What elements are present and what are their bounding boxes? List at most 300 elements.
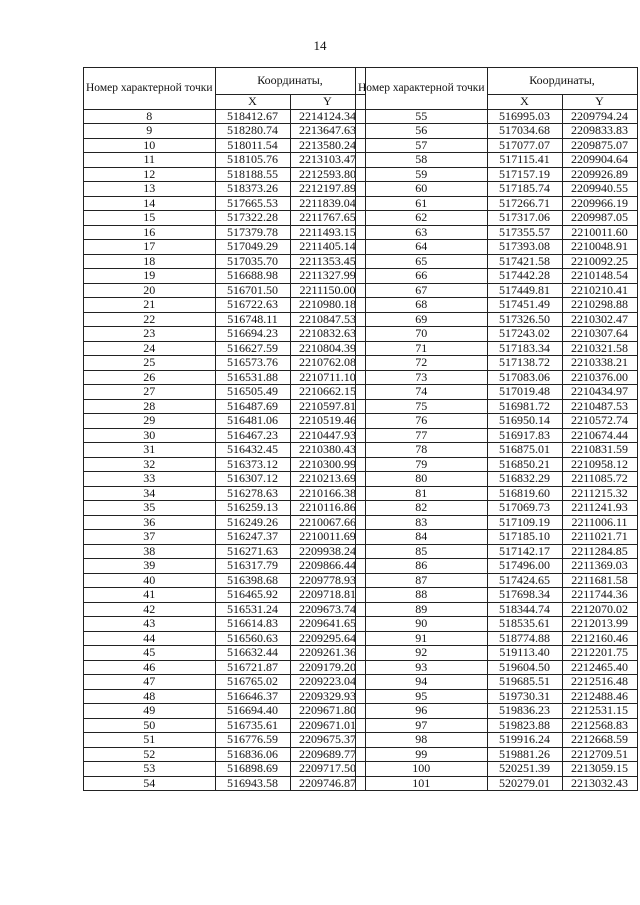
x-coordinate-cell: 516531.88: [215, 370, 290, 385]
y-coordinate-cell: 2212593.80: [290, 167, 365, 182]
y-coordinate-cell: 2211839.04: [290, 196, 365, 211]
point-number-cell: 57: [356, 138, 488, 153]
point-number-cell: 48: [84, 689, 216, 704]
point-number-cell: 45: [84, 646, 216, 661]
y-coordinate-cell: 2210804.39: [290, 341, 365, 356]
point-number-cell: 79: [356, 457, 488, 472]
y-coordinate-cell: 2212197.89: [290, 182, 365, 197]
table-row: [84, 428, 366, 443]
point-number-cell: 93: [356, 660, 488, 675]
point-number-cell: 86: [356, 559, 488, 574]
y-coordinate-cell: 2209675.37: [290, 733, 365, 748]
point-number-cell: 11: [84, 153, 216, 168]
x-coordinate-cell: 519916.24: [487, 733, 562, 748]
table-row: [356, 486, 638, 501]
y-coordinate-cell: 2211767.65: [290, 211, 365, 226]
table-row: [84, 573, 366, 588]
point-number-cell: 74: [356, 385, 488, 400]
x-coordinate-cell: 517083.06: [487, 370, 562, 385]
coordinates-body-left: [84, 109, 366, 791]
x-coordinate-cell: 517496.00: [487, 559, 562, 574]
table-row: [356, 747, 638, 762]
x-coordinate-cell: 516694.40: [215, 704, 290, 719]
x-coordinate-cell: 516481.06: [215, 414, 290, 429]
y-coordinate-cell: 2211327.99: [290, 269, 365, 284]
x-header: X: [487, 95, 562, 110]
table-row: [356, 660, 638, 675]
point-number-cell: 28: [84, 399, 216, 414]
y-coordinate-cell: 2211353.45: [290, 254, 365, 269]
x-coordinate-cell: 517185.10: [487, 530, 562, 545]
y-coordinate-cell: 2209671.01: [290, 718, 365, 733]
table-row: [84, 225, 366, 240]
table-row: [356, 153, 638, 168]
x-coordinate-cell: 516247.37: [215, 530, 290, 545]
y-coordinate-cell: 2210380.43: [290, 443, 365, 458]
point-number-cell: 77: [356, 428, 488, 443]
y-coordinate-cell: 2212070.02: [562, 602, 637, 617]
x-coordinate-cell: 517243.02: [487, 327, 562, 342]
point-number-cell: 95: [356, 689, 488, 704]
x-coordinate-cell: 517077.07: [487, 138, 562, 153]
y-coordinate-cell: 2209794.24: [562, 109, 637, 124]
x-coordinate-cell: 519685.51: [487, 675, 562, 690]
y-coordinate-cell: 2211006.11: [562, 515, 637, 530]
point-number-cell: 24: [84, 341, 216, 356]
table-row: [356, 414, 638, 429]
x-coordinate-cell: 516950.14: [487, 414, 562, 429]
table-row: [84, 689, 366, 704]
table-row: [84, 501, 366, 516]
x-coordinate-cell: 516560.63: [215, 631, 290, 646]
point-number-header: Номер характерной точки: [356, 68, 488, 110]
y-coordinate-cell: 2210711.10: [290, 370, 365, 385]
coordinates-header: Координаты,: [215, 68, 365, 95]
y-coordinate-cell: 2211369.03: [562, 559, 637, 574]
y-coordinate-cell: 2209223.04: [290, 675, 365, 690]
y-coordinate-cell: 2213580.24: [290, 138, 365, 153]
x-coordinate-cell: 517421.58: [487, 254, 562, 269]
table-row: [356, 385, 638, 400]
point-number-cell: 40: [84, 573, 216, 588]
x-coordinate-cell: 517183.34: [487, 341, 562, 356]
point-number-cell: 14: [84, 196, 216, 211]
table-row: [356, 472, 638, 487]
table-row: [84, 153, 366, 168]
point-number-cell: 66: [356, 269, 488, 284]
point-number-cell: 75: [356, 399, 488, 414]
point-number-cell: 23: [84, 327, 216, 342]
point-number-cell: 41: [84, 588, 216, 603]
y-coordinate-cell: 2210338.21: [562, 356, 637, 371]
x-coordinate-cell: 516981.72: [487, 399, 562, 414]
y-coordinate-cell: 2211241.93: [562, 501, 637, 516]
x-coordinate-cell: 518412.67: [215, 109, 290, 124]
y-coordinate-cell: 2210011.60: [562, 225, 637, 240]
table-row: [84, 646, 366, 661]
y-coordinate-cell: 2210980.18: [290, 298, 365, 313]
point-number-cell: 71: [356, 341, 488, 356]
table-row: [84, 370, 366, 385]
x-coordinate-cell: 517698.34: [487, 588, 562, 603]
y-coordinate-cell: 2210067.66: [290, 515, 365, 530]
x-coordinate-cell: 518535.61: [487, 617, 562, 632]
point-number-cell: 46: [84, 660, 216, 675]
x-coordinate-cell: 519881.26: [487, 747, 562, 762]
y-coordinate-cell: 2210847.53: [290, 312, 365, 327]
x-coordinate-cell: 516735.61: [215, 718, 290, 733]
x-coordinate-cell: 517266.71: [487, 196, 562, 211]
x-coordinate-cell: 516836.06: [215, 747, 290, 762]
table-row: [356, 762, 638, 777]
coordinates-header: Координаты,: [487, 68, 637, 95]
point-number-cell: 10: [84, 138, 216, 153]
y-coordinate-cell: 2209671.80: [290, 704, 365, 719]
table-row: [356, 530, 638, 545]
point-number-cell: 31: [84, 443, 216, 458]
x-coordinate-cell: 516943.58: [215, 776, 290, 791]
x-coordinate-cell: 516722.63: [215, 298, 290, 313]
y-coordinate-cell: 2209904.64: [562, 153, 637, 168]
coordinates-body-right: [356, 109, 638, 791]
table-row: [356, 341, 638, 356]
y-coordinate-cell: 2209987.05: [562, 211, 637, 226]
y-coordinate-cell: 2212709.51: [562, 747, 637, 762]
y-coordinate-cell: 2210302.47: [562, 312, 637, 327]
y-coordinate-cell: 2212465.40: [562, 660, 637, 675]
table-row: [84, 138, 366, 153]
y-coordinate-cell: 2211215.32: [562, 486, 637, 501]
y-coordinate-cell: 2212668.59: [562, 733, 637, 748]
y-coordinate-cell: 2212516.48: [562, 675, 637, 690]
x-coordinate-cell: 517035.70: [215, 254, 290, 269]
x-coordinate-cell: 517115.41: [487, 153, 562, 168]
y-coordinate-cell: 2210958.12: [562, 457, 637, 472]
x-coordinate-cell: 516373.12: [215, 457, 290, 472]
x-coordinate-cell: 516721.87: [215, 660, 290, 675]
table-row: [356, 602, 638, 617]
x-coordinate-cell: 516398.68: [215, 573, 290, 588]
point-number-cell: 49: [84, 704, 216, 719]
x-coordinate-cell: 516505.49: [215, 385, 290, 400]
y-coordinate-cell: 2210300.99: [290, 457, 365, 472]
x-coordinate-cell: 516271.63: [215, 544, 290, 559]
table-row: [84, 269, 366, 284]
point-number-cell: 17: [84, 240, 216, 255]
y-coordinate-cell: 2209718.81: [290, 588, 365, 603]
table-row: [356, 776, 638, 791]
y-coordinate-cell: 2213647.63: [290, 124, 365, 139]
y-coordinate-cell: 2212568.83: [562, 718, 637, 733]
y-coordinate-cell: 2213032.43: [562, 776, 637, 791]
table-row: [84, 486, 366, 501]
point-number-cell: 65: [356, 254, 488, 269]
x-coordinate-cell: 517326.50: [487, 312, 562, 327]
table-row: [84, 718, 366, 733]
point-number-cell: 69: [356, 312, 488, 327]
table-row: [356, 327, 638, 342]
y-coordinate-cell: 2210092.25: [562, 254, 637, 269]
x-coordinate-cell: 520251.39: [487, 762, 562, 777]
x-coordinate-cell: 516632.44: [215, 646, 290, 661]
y-coordinate-cell: 2210831.59: [562, 443, 637, 458]
table-row: [84, 385, 366, 400]
point-number-cell: 36: [84, 515, 216, 530]
table-row: [84, 356, 366, 371]
y-coordinate-cell: 2212201.75: [562, 646, 637, 661]
x-coordinate-cell: 518344.74: [487, 602, 562, 617]
table-row: [356, 124, 638, 139]
y-coordinate-cell: 2209261.36: [290, 646, 365, 661]
table-row: [84, 602, 366, 617]
x-coordinate-cell: 516701.50: [215, 283, 290, 298]
y-coordinate-cell: 2213103.47: [290, 153, 365, 168]
x-coordinate-cell: 519113.40: [487, 646, 562, 661]
point-number-cell: 33: [84, 472, 216, 487]
point-number-cell: 53: [84, 762, 216, 777]
y-header: Y: [290, 95, 365, 110]
y-coordinate-cell: 2210572.74: [562, 414, 637, 429]
point-number-cell: 70: [356, 327, 488, 342]
point-number-cell: 44: [84, 631, 216, 646]
table-row: [356, 559, 638, 574]
y-coordinate-cell: 2212160.46: [562, 631, 637, 646]
point-number-cell: 78: [356, 443, 488, 458]
x-coordinate-cell: 517393.08: [487, 240, 562, 255]
point-number-cell: 72: [356, 356, 488, 371]
point-number-cell: 85: [356, 544, 488, 559]
y-coordinate-cell: 2209295.64: [290, 631, 365, 646]
table-row: [84, 631, 366, 646]
x-coordinate-cell: 516317.79: [215, 559, 290, 574]
point-number-cell: 84: [356, 530, 488, 545]
x-coordinate-cell: 519823.88: [487, 718, 562, 733]
x-coordinate-cell: 516765.02: [215, 675, 290, 690]
point-number-cell: 68: [356, 298, 488, 313]
table-row: [356, 501, 638, 516]
table-row: [356, 370, 638, 385]
point-number-cell: 25: [84, 356, 216, 371]
x-coordinate-cell: 516646.37: [215, 689, 290, 704]
x-coordinate-cell: 516850.21: [487, 457, 562, 472]
table-row: [84, 457, 366, 472]
y-coordinate-cell: 2210148.54: [562, 269, 637, 284]
table-row: [356, 588, 638, 603]
table-row: [84, 240, 366, 255]
y-coordinate-cell: 2211284.85: [562, 544, 637, 559]
point-number-cell: 60: [356, 182, 488, 197]
table-row: [84, 443, 366, 458]
table-row: [84, 414, 366, 429]
y-coordinate-cell: 2209179.20: [290, 660, 365, 675]
x-coordinate-cell: 517109.19: [487, 515, 562, 530]
x-coordinate-cell: 517142.17: [487, 544, 562, 559]
point-number-cell: 13: [84, 182, 216, 197]
x-coordinate-cell: 518188.55: [215, 167, 290, 182]
y-header: Y: [562, 95, 637, 110]
point-number-cell: 27: [84, 385, 216, 400]
x-coordinate-cell: 517424.65: [487, 573, 562, 588]
x-coordinate-cell: 516278.63: [215, 486, 290, 501]
point-number-header: Номер характерной точки: [84, 68, 216, 110]
table-row: [84, 675, 366, 690]
point-number-cell: 101: [356, 776, 488, 791]
point-number-cell: 52: [84, 747, 216, 762]
point-number-cell: 83: [356, 515, 488, 530]
point-number-cell: 19: [84, 269, 216, 284]
x-coordinate-cell: 517379.78: [215, 225, 290, 240]
y-coordinate-cell: 2210321.58: [562, 341, 637, 356]
y-coordinate-cell: 2209875.07: [562, 138, 637, 153]
table-row: [84, 327, 366, 342]
y-coordinate-cell: 2210116.86: [290, 501, 365, 516]
table-row: [84, 109, 366, 124]
y-coordinate-cell: 2210210.41: [562, 283, 637, 298]
point-number-cell: 89: [356, 602, 488, 617]
point-number-cell: 76: [356, 414, 488, 429]
y-coordinate-cell: 2214124.34: [290, 109, 365, 124]
table-row: [84, 211, 366, 226]
table-row: [356, 182, 638, 197]
point-number-cell: 51: [84, 733, 216, 748]
x-coordinate-cell: 516898.69: [215, 762, 290, 777]
point-number-cell: 8: [84, 109, 216, 124]
table-row: [356, 109, 638, 124]
y-coordinate-cell: 2210213.69: [290, 472, 365, 487]
table-row: [356, 240, 638, 255]
table-row: [84, 588, 366, 603]
x-coordinate-cell: 518774.88: [487, 631, 562, 646]
table-row: [84, 298, 366, 313]
point-number-cell: 26: [84, 370, 216, 385]
x-coordinate-cell: 516875.01: [487, 443, 562, 458]
y-coordinate-cell: 2209938.24: [290, 544, 365, 559]
x-coordinate-cell: 518373.26: [215, 182, 290, 197]
y-coordinate-cell: 2210597.81: [290, 399, 365, 414]
point-number-cell: 90: [356, 617, 488, 632]
x-coordinate-cell: 517019.48: [487, 385, 562, 400]
table-row: [84, 660, 366, 675]
table-row: [356, 544, 638, 559]
table-row: [356, 225, 638, 240]
x-header: X: [215, 95, 290, 110]
x-coordinate-cell: 516307.12: [215, 472, 290, 487]
table-row: [356, 675, 638, 690]
point-number-cell: 59: [356, 167, 488, 182]
point-number-cell: 22: [84, 312, 216, 327]
page-number: 14: [313, 38, 327, 53]
point-number-cell: 99: [356, 747, 488, 762]
y-coordinate-cell: 2211681.58: [562, 573, 637, 588]
table-row: [356, 298, 638, 313]
table-row: [84, 167, 366, 182]
coordinates-table-left: [83, 67, 366, 791]
point-number-cell: 54: [84, 776, 216, 791]
x-coordinate-cell: 516432.45: [215, 443, 290, 458]
table-row: [356, 617, 638, 632]
table-row: [356, 138, 638, 153]
point-number-cell: 82: [356, 501, 488, 516]
y-coordinate-cell: 2209926.89: [562, 167, 637, 182]
point-number-cell: 32: [84, 457, 216, 472]
x-coordinate-cell: 516467.23: [215, 428, 290, 443]
table-row: [356, 689, 638, 704]
table-row: [84, 530, 366, 545]
x-coordinate-cell: 516465.92: [215, 588, 290, 603]
x-coordinate-cell: 516819.60: [487, 486, 562, 501]
x-coordinate-cell: 516487.69: [215, 399, 290, 414]
point-number-cell: 16: [84, 225, 216, 240]
y-coordinate-cell: 2209689.77: [290, 747, 365, 762]
point-number-cell: 92: [356, 646, 488, 661]
x-coordinate-cell: 517185.74: [487, 182, 562, 197]
y-coordinate-cell: 2210307.64: [562, 327, 637, 342]
table-row: [84, 544, 366, 559]
x-coordinate-cell: 516776.59: [215, 733, 290, 748]
table-row: [84, 776, 366, 791]
point-number-cell: 35: [84, 501, 216, 516]
y-coordinate-cell: 2210832.63: [290, 327, 365, 342]
y-coordinate-cell: 2210011.69: [290, 530, 365, 545]
point-number-cell: 38: [84, 544, 216, 559]
y-coordinate-cell: 2209673.74: [290, 602, 365, 617]
y-coordinate-cell: 2209746.87: [290, 776, 365, 791]
point-number-cell: 88: [356, 588, 488, 603]
y-coordinate-cell: 2209329.93: [290, 689, 365, 704]
y-coordinate-cell: 2209717.50: [290, 762, 365, 777]
y-coordinate-cell: 2210166.38: [290, 486, 365, 501]
table-row: [84, 254, 366, 269]
table-row: [84, 559, 366, 574]
point-number-cell: 30: [84, 428, 216, 443]
point-number-cell: 94: [356, 675, 488, 690]
x-coordinate-cell: 519730.31: [487, 689, 562, 704]
x-coordinate-cell: 517451.49: [487, 298, 562, 313]
y-coordinate-cell: 2210487.53: [562, 399, 637, 414]
table-row: [356, 312, 638, 327]
point-number-cell: 97: [356, 718, 488, 733]
y-coordinate-cell: 2210519.46: [290, 414, 365, 429]
table-row: [356, 254, 638, 269]
point-number-cell: 21: [84, 298, 216, 313]
y-coordinate-cell: 2210762.08: [290, 356, 365, 371]
y-coordinate-cell: 2210447.93: [290, 428, 365, 443]
x-coordinate-cell: 516694.23: [215, 327, 290, 342]
x-coordinate-cell: 516748.11: [215, 312, 290, 327]
y-coordinate-cell: 2211021.71: [562, 530, 637, 545]
point-number-cell: 15: [84, 211, 216, 226]
point-number-cell: 67: [356, 283, 488, 298]
table-row: [356, 646, 638, 661]
point-number-cell: 62: [356, 211, 488, 226]
y-coordinate-cell: 2211493.15: [290, 225, 365, 240]
table-row: [356, 269, 638, 284]
y-coordinate-cell: 2212013.99: [562, 617, 637, 632]
point-number-cell: 20: [84, 283, 216, 298]
table-row: [84, 617, 366, 632]
y-coordinate-cell: 2211405.14: [290, 240, 365, 255]
x-coordinate-cell: 516917.83: [487, 428, 562, 443]
y-coordinate-cell: 2211085.72: [562, 472, 637, 487]
point-number-cell: 61: [356, 196, 488, 211]
x-coordinate-cell: 516688.98: [215, 269, 290, 284]
x-coordinate-cell: 517665.53: [215, 196, 290, 211]
x-coordinate-cell: 516995.03: [487, 109, 562, 124]
table-row: [84, 312, 366, 327]
y-coordinate-cell: 2212531.15: [562, 704, 637, 719]
point-number-cell: 42: [84, 602, 216, 617]
point-number-cell: 37: [84, 530, 216, 545]
